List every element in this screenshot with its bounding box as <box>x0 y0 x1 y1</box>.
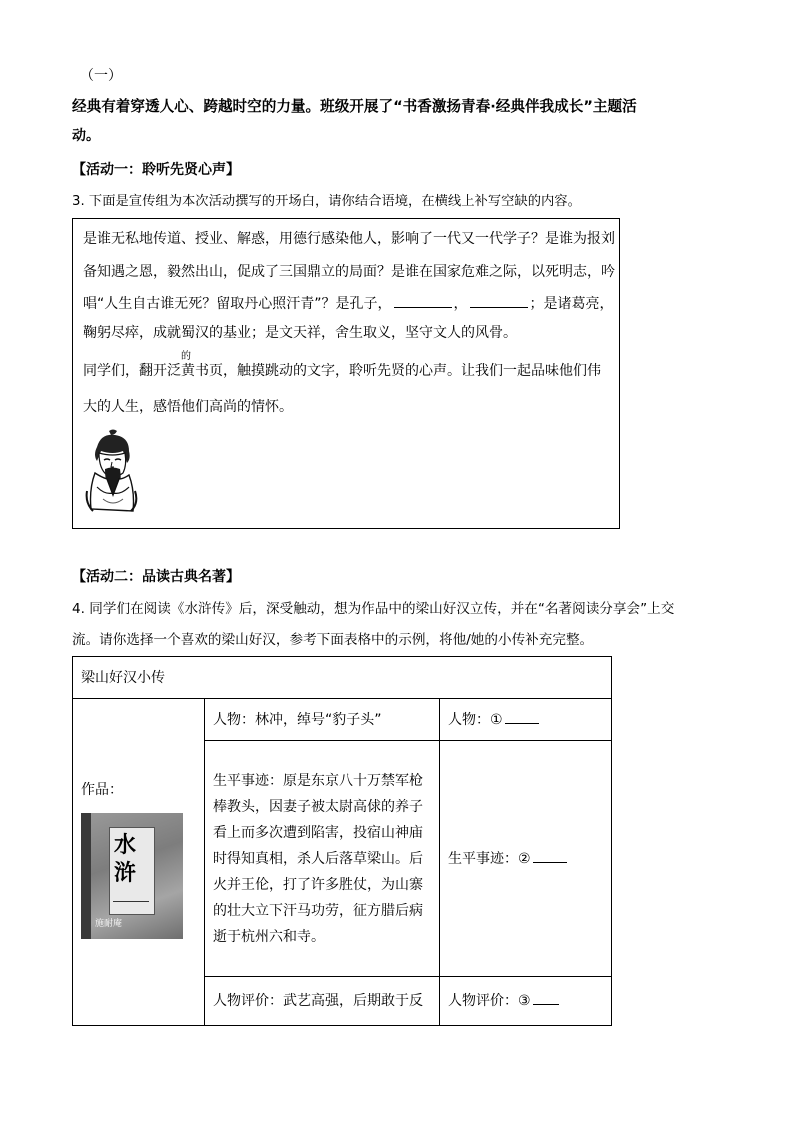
confucius-illustration <box>83 429 139 517</box>
bio-blank-cell: 生平事迹：② <box>440 741 612 977</box>
activity2-heading: 【活动二：品读古典名著】 <box>72 569 240 585</box>
passage-line-4: 鞠躬尽瘁，成就蜀汉的基业；是文天祥，舍生取义，坚守文人的风骨。 <box>83 325 517 341</box>
book-subtitle: 施耐庵 <box>95 919 123 929</box>
passage-line-3: 唱“人生自古谁无死？留取丹心照汗青”？是孔子， ， ；是诸葛亮， <box>83 293 614 314</box>
question-3: 3. 下面是宣传组为本次活动撰写的开场白，请你结合语境，在横线上补写空缺的内容。 <box>72 194 581 209</box>
book-cover <box>81 813 183 939</box>
intro-line-2: 动。 <box>72 128 100 144</box>
answer-blank-1[interactable] <box>394 293 452 308</box>
eval-example-cell: 人物评价：武艺高强，后期敢于反 <box>205 977 440 1026</box>
question-4-line-1: 4. 同学们在阅读《水浒传》后，深受触动，想为作品中的梁山好汉立传，并在“名著阅读分享会”上交 <box>72 601 675 617</box>
eval-blank-cell: 人物评价：③ <box>440 977 612 1026</box>
table-header: 梁山好汉小传 <box>73 657 612 699</box>
bio-example-cell: 生平事迹：原是东京八十万禁军枪 棒教头，因妻子被太尉高俅的养子 看上而多次遭到陷害，投宿山神庙 时得知真相，杀人后落草梁山。后 火并王伦，打了许多胜仗，为山寨 的壮大立下汗马功劳，征方腊后病 逝于杭州六和寺。 <box>205 741 440 977</box>
opening-speech-box <box>72 218 620 529</box>
answer-blank-2[interactable] <box>470 293 528 308</box>
book-title: 水浒 <box>114 832 137 886</box>
passage-line-1: 是谁无私地传道、授业、解惑，用德行感染他人，影响了一代又一代学子？是谁为报刘 <box>83 231 615 247</box>
answer-blank-person[interactable] <box>505 709 539 724</box>
answer-blank-eval[interactable] <box>533 990 559 1005</box>
work-label: 作品： <box>81 782 123 798</box>
work-cell <box>73 699 205 1026</box>
question-4-line-2: 流。请你选择一个喜欢的梁山好汉，参考下面表格中的示例，将他/她的小传补充完整。 <box>72 632 594 648</box>
person-example-cell: 人物：林冲，绰号“豹子头” <box>205 699 440 741</box>
passage-para2-line-2: 大的人生，感悟他们高尚的情怀。 <box>83 399 293 415</box>
person-blank-cell: 人物：① <box>440 699 612 741</box>
section-label: （一） <box>80 68 122 84</box>
passage-line-2: 备知遇之恩，毅然出山，促成了三国鼎立的局面？是谁在国家危难之际，以死明志，吟 <box>83 264 615 280</box>
passage-para2-line-1: 同学们，翻开泛黄 的 书页，触摸跳动的文字，聆听先贤的心声。让我们一起品味他们伟 <box>83 351 601 379</box>
answer-blank-bio[interactable] <box>533 848 567 863</box>
intro-line-1: 经典有着穿透人心、跨越时空的力量。班级开展了“书香激扬青春·经典伴我成长”主题活 <box>72 98 637 115</box>
hero-bio-table <box>72 656 612 1026</box>
activity1-heading: 【活动一：聆听先贤心声】 <box>72 162 240 178</box>
